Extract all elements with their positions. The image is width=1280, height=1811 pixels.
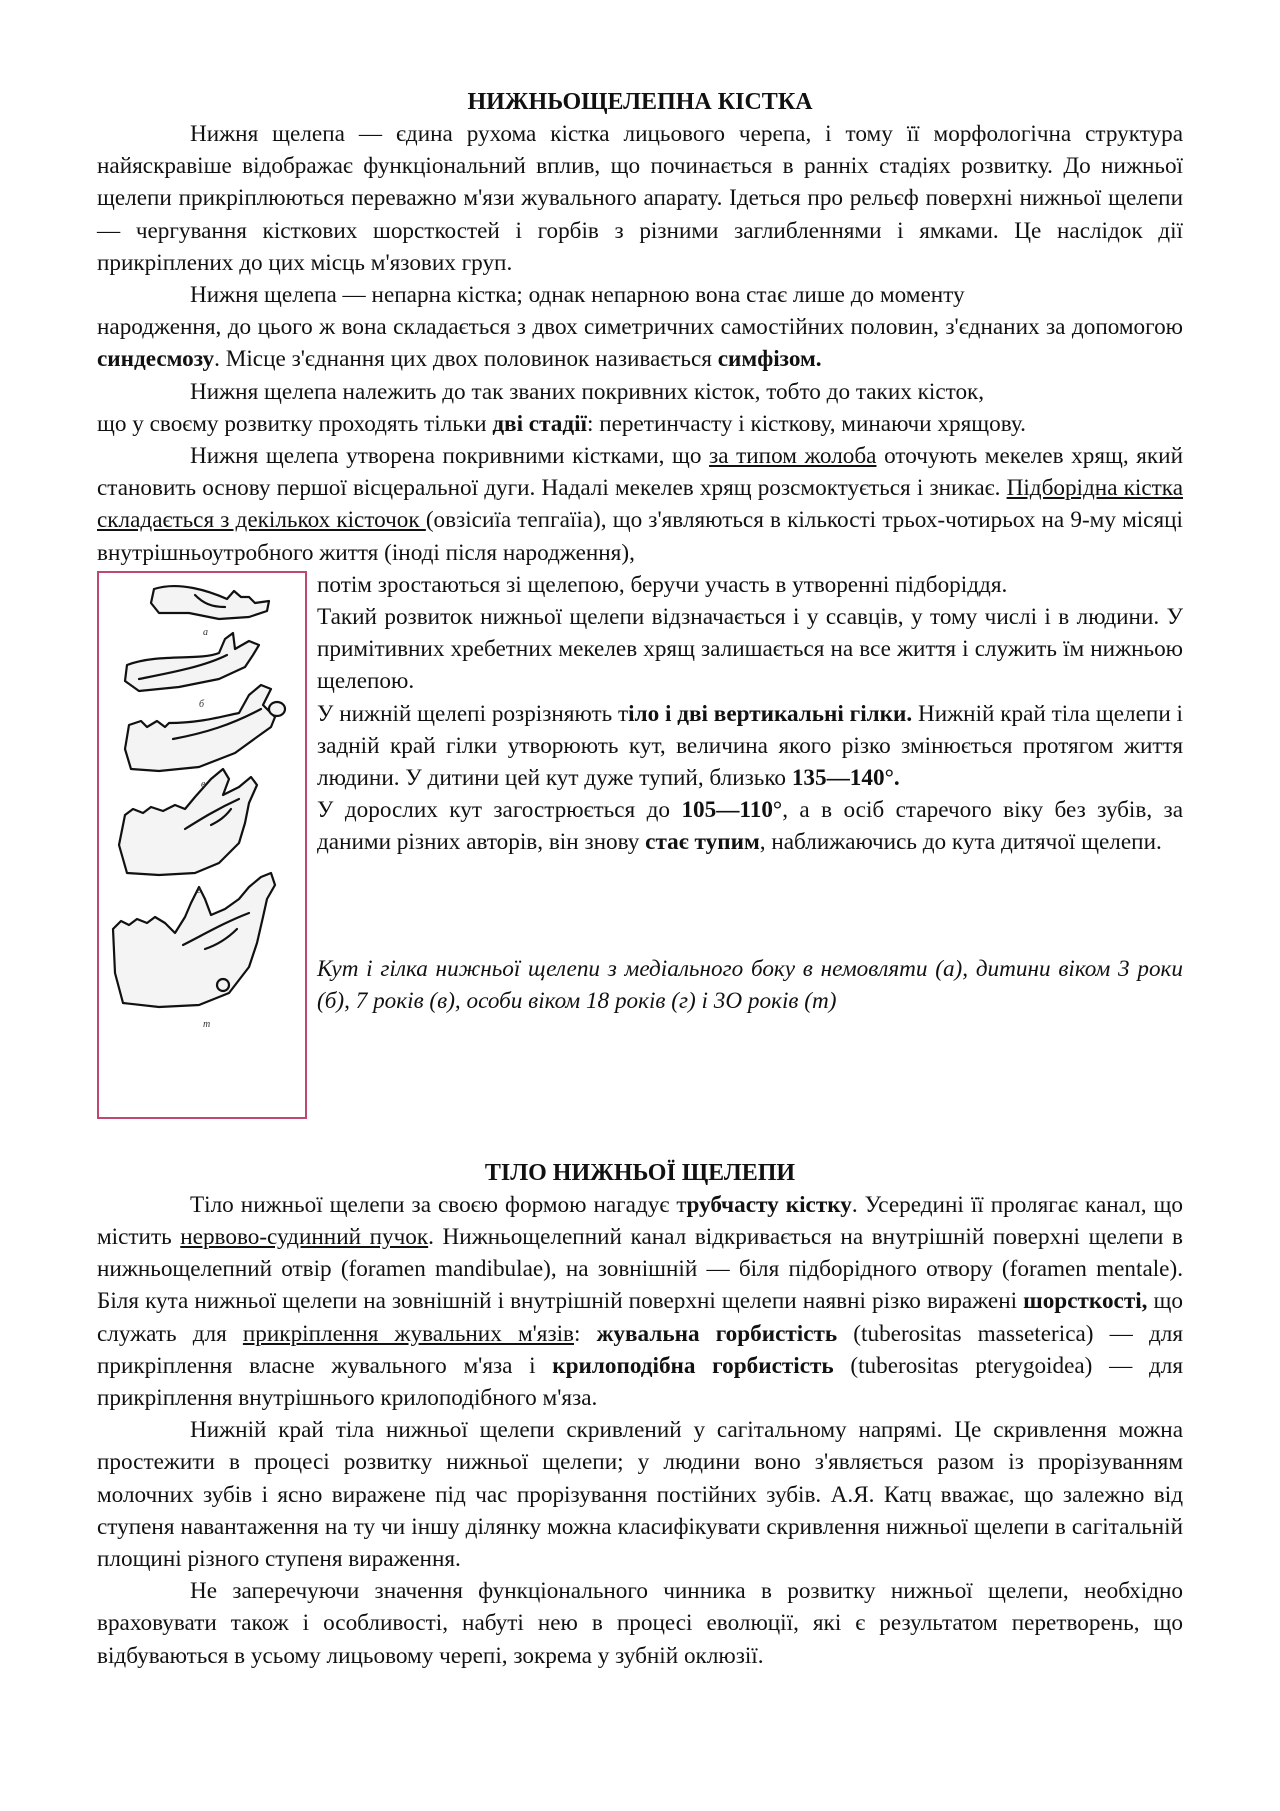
paragraph-body-shape: Тіло нижньої щелепи за своєю формою нагадує трубчасту кістку. Усередині її пролягає канал, що містить нервово-судинний пучок. Нижньощелепний канал відкривається на внутрішній поверхні щелепи в нижньощелепний отвір (foramen mandibulae), на зовнішній — біля підборідного отвору (foramen mentale). Біля кута нижньої щелепи на зовнішній і внутрішній поверхні щелепи наявні різко виражені шорсткості, що служать для прикріплення жувальних м'язів: жувальна горбистість (tuberositas masseterica) — для прикріплення власне жувального м'яза і крилоподібна горбистість (tuberositas pterygoidea) — для прикріплення внутрішнього крилоподібного м'яза. — [97, 1191, 1184, 1412]
paragraph-evolution: Не заперечуючи значення функціонального чинника в розвитку нижньої щелепи, необхідно враховувати також і особливості, набуті нею в процесі еволюції, які є результатом перетворень, що відбуваються в усьому лицьовому черепі, зокрема у зубній оклюзії. — [97, 1578, 1183, 1669]
figure-label-v: в — [201, 778, 206, 790]
mandible-drawings — [99, 573, 305, 1117]
underlined-phrase: за типом жолоба — [709, 443, 877, 470]
bold-angle-adult: 105—110° — [681, 797, 783, 824]
jaw-drawing-3-years — [125, 633, 259, 691]
paragraph-covering-bones — [97, 376, 1183, 440]
bold-term-pterygoid: крилоподібна горбистість — [552, 1352, 834, 1379]
section-title-body: ТІЛО НИЖНЬОЇ ЩЕЛЕПИ — [484, 1159, 796, 1186]
bold-term-roughness: шорсткості, — [1023, 1288, 1148, 1315]
bold-term-tubular: рубчасту кістку — [686, 1191, 852, 1218]
paragraph-unpaired-bone — [97, 279, 1183, 376]
jaw-drawing-18-years — [119, 769, 257, 875]
bold-term-symphysis: симфізом. — [717, 346, 822, 373]
paragraph-fusion: потім зростаються зі щелепою, беручи участь в утворенні підборіддя. — [317, 571, 1008, 598]
underlined-phrase: прикріплення жувальних м'язів — [242, 1320, 575, 1347]
mandible-development-figure — [97, 571, 307, 1119]
paragraph-body-branches: У нижній щелепі розрізняють тіло і дві вертикальні гілки. Нижній край тіла щелепи і задній край гілки утворюють кут, величина якого різко змінюється протягом життя людини. У дитини цей кут дуже тупий, близько 135—140°. — [317, 700, 1183, 792]
paragraph-adult-angle: У дорослих кут загострюється до 105—110°, а в осіб старечого віку без зубів, за даними різних авторів, він знову стає тупим, наближаючись до кута дитячої щелепи. — [317, 797, 1183, 856]
figure-label-t: т — [203, 1018, 211, 1030]
paragraph-line: Нижня щелепа належить до так званих покривних кісток, тобто до таких кісток, — [190, 378, 985, 405]
paragraph-intro: Нижня щелепа — єдина рухома кістка лицьового черепа, і тому її морфологічна структура найяскравіше відображає функціональний вплив, що починається в ранніх стадіях розвитку. До нижньої щелепи прикріплюються переважно м'язи жувального апарату. Ідеться про рельєф поверхні нижньої щелепи — чергування кісткових шорсткостей і горбів з різними заглибленнями і ямками. Це наслідок дії прикріплених до цих місць м'язових груп. — [97, 121, 1183, 276]
section-title-mandible: НИЖНЬОЩЕЛЕПНА КІСТКА — [467, 89, 813, 115]
paragraph-text: народження, до цього ж вона складається з двох симетричних самостійних половин, з'єднаних за допомогою синдесмозу. Місце з'єднання цих двох половинок називається симфізом. — [97, 314, 1183, 373]
figure-label-b: б — [199, 698, 205, 710]
figure-caption: Кут і гілка нижньої щелепи з медіального боку в немовляти (а), дитини віком 3 роки (б), 7 років (в), особи віком 18 років (г) і 3О років (т) — [317, 955, 1183, 1014]
bold-term-masseteric: жувальна горбистість — [596, 1320, 838, 1347]
jaw-drawing-7-years — [125, 685, 275, 771]
figure-side-text — [317, 569, 1183, 1017]
paragraph-mammals: Такий розвиток нижньої щелепи відзначається і у ссавців, у тому числі і в людини. У примітивних хребетних мекелев хрящ залишається на все життя і служить їм нижньою щелепою. — [317, 604, 1183, 695]
bold-angle-child: 135—140°. — [791, 765, 900, 792]
paragraph-curvature: Нижній край тіла нижньої щелепи скривлений у сагітальному напрямі. Це скривлення можна простежити в процесі розвитку нижньої щелепи; у людини воно з'являється разом із прорізуванням молочних зубів і ясно виражене під час прорізування постійних зубів. А.Я. Катц вважає, що залежно від ступеня навантаження на ту чи іншу ділянку можна класифікувати скривлення нижньої щелепи в сагітальній площині різного ступеня вираження. — [97, 1417, 1183, 1573]
bold-term-two-stages: дві стадії — [492, 410, 587, 437]
paragraph-line: Нижня щелепа — непарна кістка; однак непарною вона стає лише до моменту — [190, 282, 965, 309]
underlined-phrase: Підборідна кістка складається з декількох кісточок — [97, 475, 1183, 534]
jaw-drawing-newborn — [151, 586, 269, 619]
figure-label-a: а — [203, 626, 208, 638]
bold-term-obtuse: стає тупим — [645, 829, 760, 856]
underlined-phrase: нервово-судинний пучок — [180, 1224, 429, 1251]
paragraph-meckel-cartilage: Нижня щелепа утворена покривними кістками, що за типом жолоба оточують мекелев хрящ, який становить основу першої вісцеральної дуги. Надалі мекелев хрящ розсмоктується і зникає. Підборідна кістка складається з декількох кісточок (овзісиїа тепгаїіа), що з'являються в кількості трьох-чотирьох на 9-му місяці внутрішньоутробного життя (іноді після народження), — [97, 443, 1183, 566]
bold-term-body-branches: іло і дві вертикальні гілки. — [628, 700, 913, 727]
bold-term-syndesmosis: синдесмозу — [97, 346, 215, 373]
figure-section — [97, 569, 1183, 1119]
paragraph-text: що у своєму розвитку проходять тільки дві стадії: перетинчасту і кісткову, минаючи хрящову. — [97, 410, 1026, 437]
figure-label-g: г — [197, 884, 201, 896]
